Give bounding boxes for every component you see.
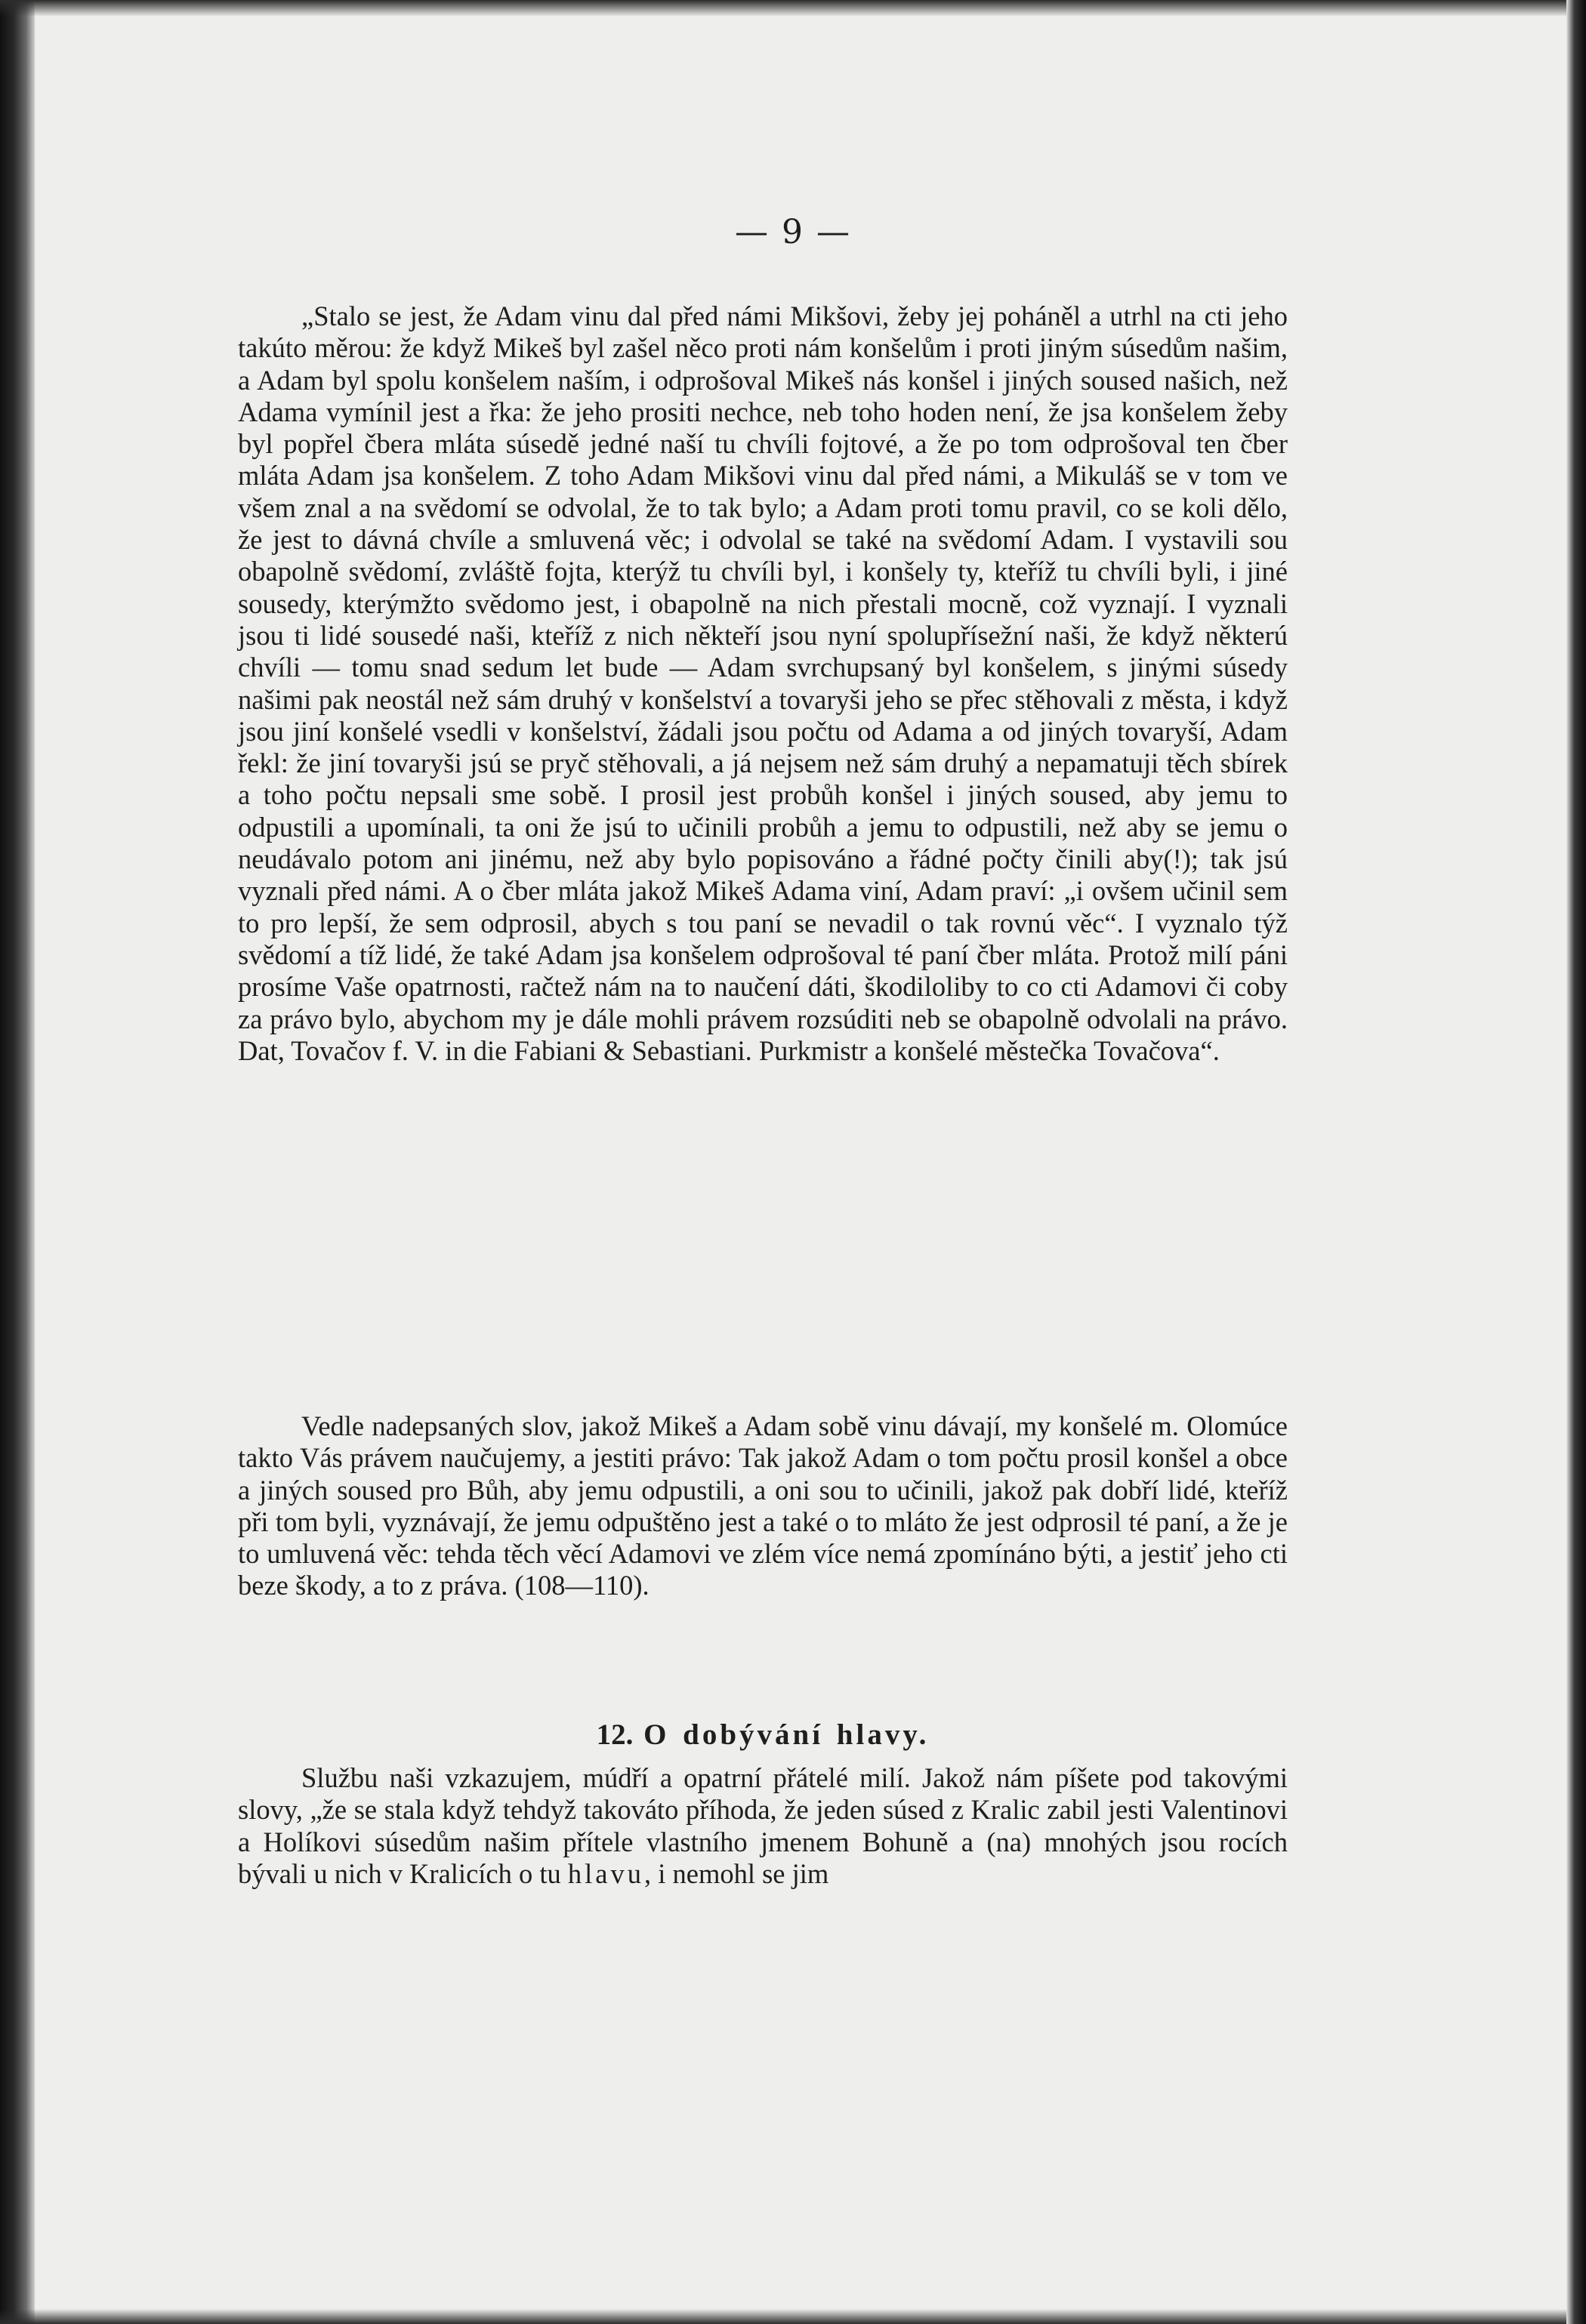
section-title: O dobývání hlavy. xyxy=(643,1718,930,1751)
section-12-text-block xyxy=(238,1762,1288,1890)
emphasized-word: hlavu xyxy=(567,1857,644,1889)
top-edge-shadow xyxy=(0,0,1586,17)
paragraph-section-12-start: Službu naši vzkazujem, múdří a opatrní přátelé milí. Jakož nám píšete pod takovými slovy, „že se stala když tehdyž takováto příhoda, že jeden súsed z Kralic zabil jesti Valentinovi a Holíkovi súsedům našim přítele vlastního jmenem Bohuně a (na) mnohých jsou rocích bývali u nich v Kralicích o tu xyxy=(238,1762,1288,1889)
paragraph-verdict: Vedle nadepsaných slov, jakož Mikeš a Adam sobě vinu dávají, my konšelé m. Olomúce takto Vás právem naučujemy, a jestiti právo: Tak jakož Adam o tom počtu prosil konšel a obce a jiných soused pro Bůh, aby jemu odpustili, a oni sou to učinili, jakož pak dobří lidé, kteříž při tom byli, vyznávají, že jemu odpuštěno jest a také o to mláto že jest odprosil té paní, a že je to umluvená věc: tehda těch věcí Adamovi ve zlém více nemá zpomínáno býti, a jestiť jeho cti beze škody, a to z práva. (108—110). xyxy=(238,1410,1288,1601)
bottom-edge-shadow xyxy=(0,2309,1586,2324)
page-number: — 9 — xyxy=(735,213,851,251)
verdict-text-block xyxy=(238,1410,1288,1602)
section-heading xyxy=(238,1718,1288,1752)
letter-text-block xyxy=(238,301,1288,1067)
paragraph-section-12-end: , i nemohl se jim xyxy=(643,1857,829,1889)
section-number: 12. xyxy=(596,1718,634,1751)
paragraph-section-12 xyxy=(238,1762,1288,1890)
paragraph-letter: „Stalo se jest, že Adam vinu dal před námi Mikšovi, žeby jej poháněl a utrhl na cti jeho takúto měrou: že když Mikeš byl zašel něco proti nám konšelům i proti jiným súsedům našim, a Adam byl spolu konšelem naším, i odprošoval Mikeš nás konšel i jiných soused našich, než Adama vymínil jest a řka: že jeho prositi nechce, neb toho hoden není, že jsa konšelem žeby byl popřel čbera mláta súsedě jedné naší tu chvíli fojtové, a že po tom odprošoval ten čber mláta Adam jsa konšelem. Z toho Adam Mikšovi vinu dal před námi, a Mikuláš se v tom ve všem znal a na svědomí se odvolal, že to tak bylo; a Adam proti tomu pravil, co se koli dělo, že jest to dávná chvíle a smluvená věc; i odvolal se také na svědomí Adam. I vystavili sou obapolně svědomí, zvláště fojta, kterýž tu chvíli byl, i konšely ty, kteříž tu chvíli byli, i jiné sousedy, kterýmžto svědomo jest, i obapolně na nich přestali mocně, což vyznají. I vyznali jsou ti lidé sousedé naši, kteříž z nich někteří jsou nyní spolupřísežní naši, že když některú chvíli — tomu snad sedum let bude — Adam svrchupsaný byl konšelem, s jinými súsedy našimi pak neostál než sám druhý v konšelství a tovaryši jeho se přec stěhovali z města, i když jsou jiní konšelé vsedli v konšelství, žádali jsou počtu od Adama a od jiných tovaryší, Adam řekl: že jiní tovaryši jsú se pryč stěhovali, a já nejsem než sám druhý a nepamatuji těch sbírek a toho počtu nepsali sme sobě. I prosil jest probůh konšel i jiných soused, aby jemu to odpustili a upomínali, ta oni že jsú to učinili probůh a jemu to odpustili, než aby se jemu o neudávalo potom ani jinému, než aby bylo popisováno a řádné počty činili aby(!); tak jsú vyznali před námi. A o čber mláta jakož Mikeš Adama viní, Adam praví: „i ovšem učinil sem to pro lepší, že sem odprosil, abych s tou paní se nevadil o tak rovnú věc“. I vyznalo týž svědomí a tíž lidé, že také Adam jsa konšelem odprošoval té paní čber mláta. Protož milí páni prosíme Vaše opatrnosti, račtež nám na to naučení dáti, škodiloliby to co cti Adamovi či coby za právo bylo, abychom my je dále mohli právem rozsúditi neb se obapolně odvolali na právo. Dat, Tovačov f. V. in die Fabiani & Sebastiani. Purkmistr a konšelé městečka Tovačova“. xyxy=(238,301,1288,1066)
